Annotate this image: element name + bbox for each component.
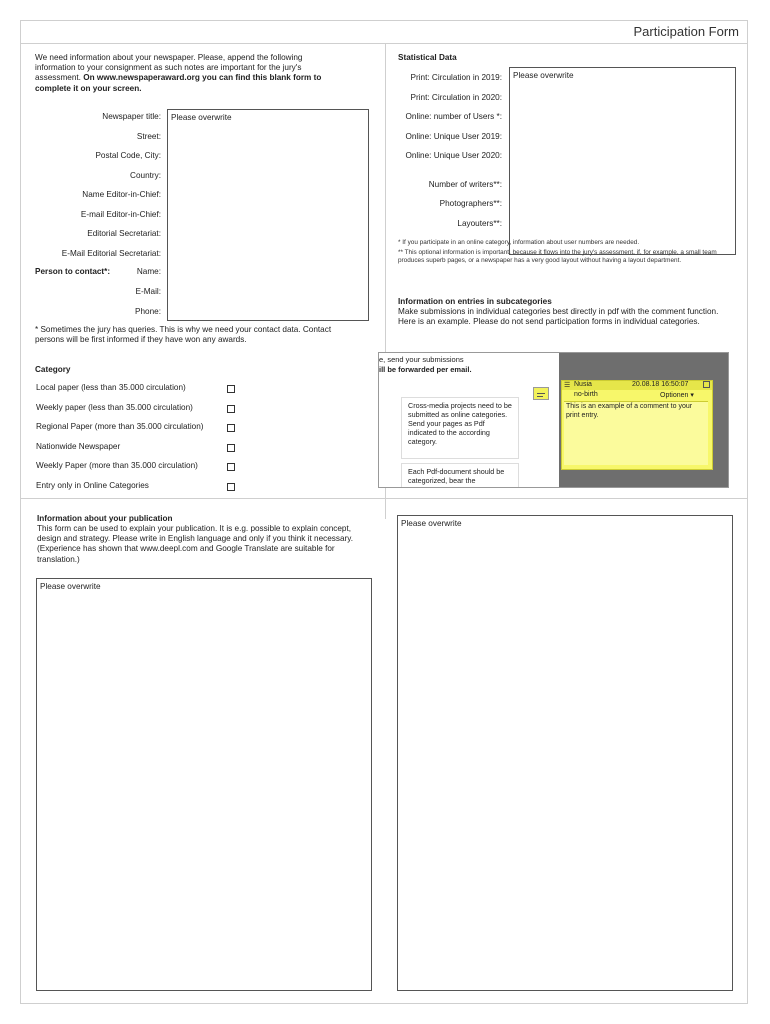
category-label: Regional Paper (more than 35.000 circulation) <box>36 422 204 431</box>
intro-bold: On www.newspaperaward.org you can find this blank form to complete it on your screen. <box>35 73 322 93</box>
comment-author: Nusia <box>574 381 592 388</box>
stats-placeholder: Please overwrite <box>513 71 574 80</box>
comment-sub: no-birth <box>574 391 598 398</box>
comment-close-icon[interactable] <box>703 381 710 388</box>
contact-details-field[interactable] <box>167 109 369 321</box>
subcat-heading: Information on entries in subcategories <box>398 297 552 306</box>
comment-note-icon: ☰ <box>564 382 571 389</box>
example-line-1: e, send your submissions <box>379 355 464 364</box>
stats-field[interactable] <box>509 67 736 255</box>
label-editor-name: Name Editor-in-Chief: <box>82 190 161 199</box>
category-item-weekly-large <box>36 461 198 470</box>
stats-footnote-1: * If you participate in an online category, information about user numbers are needed. <box>398 239 640 246</box>
comment-note <box>561 380 713 470</box>
publication-text: This form can be used to explain your publication. It is e.g. possible to explain concept, design and strategy. Please write in English language and only if you think it necessary. (Experience has shown that www.deepl.com and Google Translate are suitable for translation.) <box>37 524 354 564</box>
publication-placeholder-2: Please overwrite <box>401 519 462 528</box>
horizontal-divider <box>21 498 747 499</box>
example-screenshot <box>378 352 729 488</box>
stats-label-writers: Number of writers**: <box>428 180 502 189</box>
stats-label-print-2020: Print: Circulation in 2020: <box>410 93 502 102</box>
comment-options-label: Optionen <box>660 392 689 399</box>
checkbox-weekly-large[interactable] <box>227 463 235 471</box>
stats-label-online-users: Online: number of Users *: <box>405 112 502 121</box>
category-label: Entry only in Online Categories <box>36 481 149 490</box>
example-card-1: Cross-media projects need to be submitted as online categories. Send your pages as Pdf indicated to the according category. <box>401 397 519 459</box>
category-label: Nationwide Newspaper <box>36 442 121 451</box>
comment-icon[interactable] <box>533 387 549 400</box>
stats-heading: Statistical Data <box>398 53 457 62</box>
category-label: Local paper (less than 35.000 circulation) <box>36 383 186 392</box>
stats-label-photographers: Photographers**: <box>439 199 502 208</box>
checkbox-weekly-small[interactable] <box>227 405 235 413</box>
checkbox-local[interactable] <box>227 385 235 393</box>
label-secretariat-email: E-Mail Editorial Secretariat: <box>61 249 161 258</box>
stats-footnote-2: ** This optional information is important, because it flows into the jury's assessment, if, for example, a small team produces superb pages, or a newspaper has a very good layout without having a layout department. <box>398 249 717 264</box>
publication-placeholder: Please overwrite <box>40 582 101 591</box>
comment-options[interactable]: Optionen ▾ <box>660 392 694 399</box>
label-contact-name: Name: <box>136 267 161 276</box>
label-country: Country: <box>130 171 161 180</box>
checkbox-regional[interactable] <box>227 424 235 432</box>
category-label: Weekly Paper (more than 35.000 circulation) <box>36 461 198 470</box>
category-item-weekly-small <box>36 403 193 412</box>
form-page <box>20 20 748 1004</box>
label-street: Street: <box>136 132 161 141</box>
stats-label-print-2019: Print: Circulation in 2019: <box>410 73 502 82</box>
category-item-nationwide <box>36 442 120 451</box>
label-secretariat: Editorial Secretariat: <box>87 229 161 238</box>
comment-note-header <box>562 381 712 390</box>
stats-label-unique-2020: Online: Unique User 2020: <box>405 151 502 160</box>
intro-text <box>35 53 345 94</box>
publication-heading: Information about your publication <box>37 514 173 523</box>
category-heading: Category <box>35 365 71 374</box>
checkbox-online[interactable] <box>227 483 235 491</box>
contact-note: * Sometimes the jury has queries. This is why we need your contact data. Contact persons will be first informed if they have won any awards. <box>35 325 332 345</box>
label-contact-email: E-Mail: <box>135 287 161 296</box>
category-item-online <box>36 481 149 490</box>
publication-field[interactable] <box>36 578 372 991</box>
category-item-local <box>36 383 186 392</box>
label-newspaper-title: Newspaper title: <box>102 112 161 121</box>
comment-date: 20.08.18 16:50:07 <box>632 381 689 388</box>
subcat-text: Make submissions in individual categories best directly in pdf with the comment function. Here is an example. Please do not send participation forms in individual categories. <box>398 307 719 327</box>
page-title: Participation Form <box>633 24 739 39</box>
label-postal: Postal Code, City: <box>95 151 161 160</box>
contact-details-placeholder: Please overwrite <box>171 113 232 122</box>
checkbox-nationwide[interactable] <box>227 444 235 452</box>
category-label: Weekly paper (less than 35.000 circulation) <box>36 403 193 412</box>
label-editor-email: E-mail Editor-in-Chief: <box>80 210 161 219</box>
category-item-regional <box>36 422 203 431</box>
stats-label-unique-2019: Online: Unique User 2019: <box>405 132 502 141</box>
stats-label-layouters: Layouters**: <box>457 219 502 228</box>
publication-field-2[interactable] <box>397 515 733 991</box>
intro-plain: We need information about your newspaper. Please, append the following information to your consignment as such notes are important for the jury's assessment. <box>35 53 303 83</box>
comment-text[interactable]: This is an example of a comment to your print entry. <box>564 401 708 465</box>
label-contact-phone: Phone: <box>135 307 161 316</box>
example-card-2: Each Pdf-document should be categorized, bear the <box>401 463 519 488</box>
label-person-contact: Person to contact*: <box>35 267 111 276</box>
example-line-2: ill be forwarded per email. <box>379 365 472 374</box>
header-bar <box>21 21 747 44</box>
